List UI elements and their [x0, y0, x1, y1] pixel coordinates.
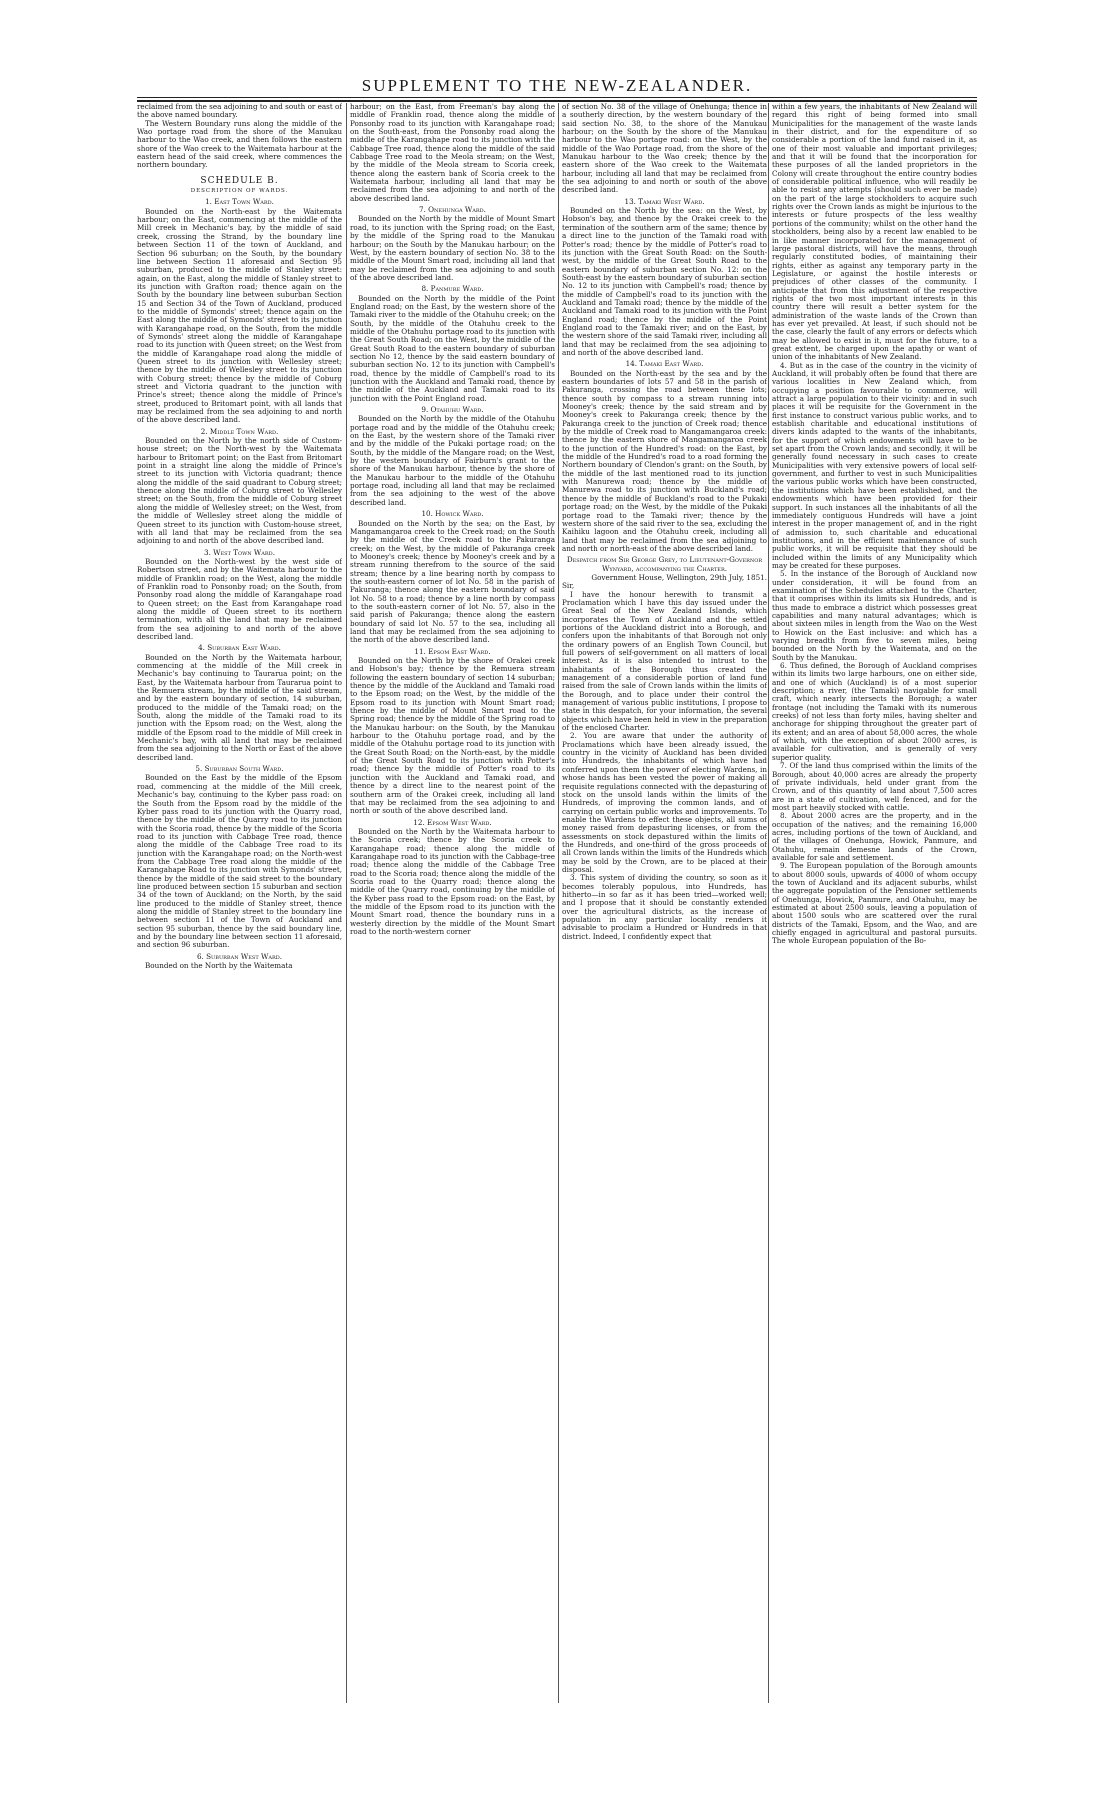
section-heading: 1. East Town Ward.: [205, 197, 274, 207]
section-heading: 11. Epsom East Ward.: [414, 646, 491, 656]
paragraph: 7. Of the land thus comprised within the limits of the Borough, about 40,000 acres are already the property of private individuals, held under grant from the Crown, and of this quantity of land about 7,500 acres are in a state of cultivation, well fenced, and for the most part heavily stocked with cattle.: [772, 761, 977, 812]
paragraph: 4. But as in the case of the country in the vicinity of Auckland, it will probably often be found that there are various localities in New Zealand which, from occupying a position favourable to commerce, will attract a large population to their vicinity: and in such places it will be requisite for the Government in the first instance to construct various public works, and to establish charitable and educational institutions of divers kinds adapted to the wants of the inhabitants, for the support of which endowments will have to be set apart from the Crown lands; and secondly, it will be generally found necessary in such cases to create Municipalities with very extensive powers of local self-government, and further to vest in such Municipalities the various public works which have been constructed, the institutions which have been established, and the endowments which have been provided for their support. In such instances all the inhabitants of all the immediately contiguous Hundreds will have a joint interest in the proper management of, and in the right of admission to, such charitable and educational institutions, and in the efficient maintenance of such public works, it will be requisite that they should be included within the limits of any Municipality which may be created for these purposes.: [772, 360, 977, 570]
paragraph: Bounded on the North-west by the west side of Robertson street, and by the Waitemata harbour to the middle of Franklin road; on the West, along the middle of Franklin road to Ponsonby road; on the South, from Ponsonby road along the middle of Karangahape road to Queen street; on the East from Karangahape road along the middle of Queen street to its northern termination, with all the land that may be reclaimed from the sea adjoining to and north of the above described land.: [137, 556, 342, 641]
section-heading: 14. Tamaki East Ward.: [625, 359, 704, 369]
paragraph: 5. In the instance of the Borough of Auckland now under consideration, it will be found from an examination of the Schedules attached to the Charter, that it comprises within its limits six Hundreds, and is thus made to embrace a district which possesses great capabilities and many natural advantages; which is about sixteen miles in length from the Wao on the West to Howick on the East inclusive: and which has a varying breadth from five to seven miles, being bounded on the North by the Waitemata, and on the South by the Manukau.: [772, 569, 977, 662]
paragraph: I have the honour herewith to transmit a Proclamation which I have this day issued under the Great Seal of the New Zealand Islands, which incorporates the Town of Auckland and the settled portions of the Auckland district into a Borough, and confers upon the inhabitants of that Borough not only the ordinary powers of an English Town Council, but full powers of self-government on all matters of local interest. As it is also intended to intrust to the inhabitants of the Borough thus created the management of a considerable portion of land fund raised from the sale of Crown lands within the limits of the Borough, and to place under their control the management of various public institutions, I propose to state in this despatch, for your information, the several objects which have been held in view in the preparation of the enclosed Charter.: [562, 589, 767, 733]
column-divider: [768, 103, 769, 1703]
section-heading: 5. Suburban South Ward.: [195, 764, 284, 774]
section-heading: 9. Otahuhu Ward.: [421, 405, 484, 415]
paragraph: 6. Thus defined, the Borough of Auckland comprises within its limits two large harbours, one on either side, and one of which (Auckland) is of a most superior description; a river, (the Tamaki) navigable for small craft, which nearly intersects the Borough; a water frontage (not including the Tamaki with its numerous creeks) of not less than forty miles, having shelter and anchorage for shipping throughout the greater part of its extent; and an area of about 58,000 acres, the whole of which, with the exception of about 2000 acres, is available for cultivation, and is generally of very superior quality.: [772, 661, 977, 762]
section-heading: 4. Suburban East Ward.: [198, 643, 281, 653]
paragraph: within a few years, the inhabitants of New Zealand will regard this right of being formed into small Municipalities for the management of the waste lands in their district, and for the expenditure of so considerable a portion of the land fund raised in it, as one of their most valuable and important privileges; and that it will be found that the incorporation for these purposes of all the landed proprietors in the Colony will create throughout the entire country bodies of considerable political influence, who will readily be able to resist any attempts (should such ever be made) on the part of the large stockholders to acquire such rights over the Crown lands as might be injurious to the interests or future prospects of the less wealthy portions of the community; whilst on the other hand the stockholders, being also by a recent law enabled to be in like manner incorporated for the management of large pastoral districts, will have the means, through regularly constituted bodies, of maintaining their rights, either as against any temporary party in the Legislature, or against the hostile interests or prejudices of other classes of the community. I anticipate that from this adjustment of the respective rights of the two most important interests in this country there will result a better system for the administration of the waste lands of the Crown than has ever yet prevailed. At least, if such should not be the case, clearly the fault of any errors or defects which may be allowed to exist in it, must for the future, to a great extent, be charged upon the apathy or want of union of the inhabitants of New Zealand.: [772, 103, 977, 362]
column-4: [772, 103, 977, 1703]
paragraph: Bounded on the North-east by the Waitemata harbour; on the East, commencing at the middle of the Mill creek in Mechanic's bay, by the middle of said creek, crossing the Strand, by the boundary line between Section 11 of the town of Auckland, and Section 96 suburban; on the South, by the boundary line between Section 11 aforesaid and Section 95 suburban, produced to the middle of Stanley street: again, on the East, along the middle of Stanley street to its junction with Grafton road; thence again on the South by the boundary line between suburban Section 15 and Section 34 of the Town of Auckland, produced to the middle of Symonds' street; thence again on the East along the middle of Symonds' street to its junction with Karangahape road, on the South, from the middle of Symonds' street along the middle of Karangahape road to its junction with Queen street; on the West from the middle of Karangahape road along the middle of Queen street to its junction with Wellesley street; thence by the middle of Wellesley street to its junction with Coburg street; thence by the middle of Coburg street and Victoria quadrant to the junction with Prince's street; thence along the middle of Prince's street, produced to Britomart point, with all lands that may be reclaimed from the sea adjoining to and north of the above described land.: [137, 206, 342, 425]
paragraph: Bounded on the North by the Waitemata: [145, 961, 293, 971]
paragraph: Sir,: [562, 581, 575, 591]
column-divider: [346, 103, 347, 1703]
paragraph: Bounded on the North by the sea: on the West, by Hobson's bay, and thence by the Orakei creek to the termination of the southern arm of the same; thence by a direct line to the junction of the Tamaki road with Potter's road; thence by the middle of Potter's road to its junction with the Great South Road: on the South-west, by the middle of the Great South Road to the eastern boundary of suburban section No. 12: on the South-east by the eastern boundary of suburban section No. 12 to its junction with Campbell's road; thence by the middle of Campbell's road to its junction with the Auckland and Tamaki road; thence by the middle of the Auckland and Tamaki road to its junction with the Point England road; thence by the middle of the Point England road to the Tamaki river; and on the East, by the western shore of the said Tamaki river, including all land that may be reclaimed from the sea adjoining to and north of the above described land.: [562, 206, 767, 357]
section-heading: 2. Middle Town Ward.: [200, 426, 279, 436]
column-3: [562, 103, 767, 1703]
paragraph: Bounded on the North-east by the sea and by the eastern boundaries of lots 57 and 58 in the parish of Pakuranga, crossing the road between these lots; thence south by compass to a stream running into Mooney's creek; thence by the said stream and by Mooney's creek to Pakuranga creek; thence by the Pakuranga creek to the junction of Creek road; thence by the middle of Creek road to Mangamangaroa creek: thence by the eastern shore of Mangamangaroa creek to the junction of the Hundred's road: on the East, by the middle of the Hundred's road to a road forming the Northern boundary of Clendon's grant: on the South, by the middle of the last mentioned road to its junction with Manurewa road; thence by the middle of Manurewa road to its junction with Buckland's road; thence by the middle of Buckland's road to the Pukaki portage road; on the West, by the middle of the Pukaki portage road to the Tamaki river; thence by the western shore of the said river to the sea, excluding the Kaihiku lagoon and the Otahuhu creek, including all land that may be reclaimed from the sea adjoining to and north or north-east of the above described land.: [562, 368, 767, 553]
section-heading: 7. Onehunga Ward.: [419, 205, 486, 215]
paragraph: Bounded on the North by the middle of the Otahuhu portage road and by the middle of the Otahuhu creek; on the East, by the western shore of the Tamaki river and by the middle of the Pukaki portage road; on the South, by the middle of the Mangare road; on the West, by the western boundary of Fairburn's grant to the shore of the Manukau harbour, thence by the shore of the Manukau harbour to the middle of the Otahuhu portage road, including all land that may be reclaimed from the sea adjoining to the west of the above described land.: [350, 414, 555, 507]
paragraph: of section No. 38 of the village of Onehunga; thence in a southerly direction, by the western boundary of the said section No. 38, to the shore of the Manukau harbour; on the South by the shore of the Manukau harbour to the Wao portage road: on the West, by the middle of the Wao Portage road, from the shore of the Manukau harbour to the Wao creek; thence by the eastern shore of the Wao creek to the Waitemata harbour, including all land that may be reclaimed from the sea adjoining to and north or south of the above described land.: [562, 103, 767, 195]
section-heading: 8. Panmure Ward.: [421, 284, 484, 294]
section-heading: Despatch from Sir George Grey, to Lieutenant-Governor Wynyard, accompanying the Charter.: [566, 555, 763, 573]
section-heading: 3. West Town Ward.: [204, 547, 275, 557]
schedule-heading: SCHEDULE B.: [200, 175, 279, 186]
masthead: SUPPLEMENT TO THE NEW-ZEALANDER.: [361, 76, 753, 95]
section-heading: 6. Suburban West Ward.: [196, 951, 283, 961]
paragraph: Bounded on the North by the Waitemata harbour to the Scoria creek; thence by the Scoria creek to Karangahape road; thence along the middle of Karangahape road to its junction with the Cabbage-tree road; thence along the middle of the Cabbage Tree road to the Scoria road; thence along the middle of the Scoria road to the Quarry road; thence along the middle of the Quarry road, continuing by the middle of the Kyber pass road to the Epsom road: on the East, by the middle of the Epsom road to its junction with the Mount Smart road, thence the boundary runs in a westerly direction by the middle of the Mount Smart road to the north-western corner: [350, 826, 555, 936]
paragraph: Bounded on the North by the middle of Mount Smart road, to its junction with the Spring road; on the East, by the middle of the Spring road to the Manukau harbour; on the South by the Manukau harbour; on the West, by the eastern boundary of section No. 38 to the middle of the Mount Smart road, including all land that may be reclaimed from the sea adjoining to and south of the above described land.: [350, 214, 555, 282]
paragraph: 8. About 2000 acres are the property, and in the occupation of the natives; and the remaining 16,000 acres, including portions of the town of Auckland, and of the villages of Onehunga, Howick, Panmure, and Otahuhu, remain demesne lands of the Crown, available for sale and settlement.: [772, 811, 977, 862]
column-2: [350, 103, 555, 1703]
section-heading: 10. Howick Ward.: [421, 509, 484, 519]
column-divider: [558, 103, 559, 1703]
section-heading: 12. Epsom West Ward.: [413, 817, 492, 827]
masthead-double-rule: [137, 100, 977, 102]
paragraph: harbour; on the East, from Freeman's bay along the middle of Franklin road, thence along the middle of Ponsonby road to its junction with Karangahape road; on the South-east, from the Ponsonby road along the middle of the Karangahape road to its junction with the Cabbage Tree road, thence along the middle of the said Cabbage Tree road to the Meola stream; on the West, by the middle of the Meola stream to Scoria creek, thence along the eastern bank of Scoria creek to the Waitemata harbour, including all land that may be reclaimed from the sea adjoining to and north of the above described land.: [350, 103, 555, 203]
paragraph: reclaimed from the sea adjoining to and south or east of the above named boundary.: [137, 103, 342, 120]
masthead-rule: [137, 97, 977, 98]
paragraph: Bounded on the North by the sea; on the East, by Mangamangaroa creek to the Creek road; on the South by the middle of the Creek road to the Pakuranga creek; on the West, by the middle of Pakuranga creek to Mooney's creek; thence by Mooney's creek and by a stream running therefrom to the source of the said stream; thence by a line bearing north by compass to the south-eastern corner of lot No. 58 in the parish of Pakuranga; thence along the eastern boundary of said lot No. 58 to a road; thence by a line north by compass to the south-eastern corner of lot No. 57, also in the said parish of Pakuranga; thence along the eastern boundary of said lot No. 57 to the sea, including all land that may be reclaimed from the sea adjoining to the north of the above described land.: [350, 518, 555, 645]
paragraph: Bounded on the North by the Waitemata harbour, commencing at the middle of the Mill creek in Mechanic's bay continuing to Taurarua point; on the East, by the Waitemata harbour from Taurarua point to the Remuera stream, by the middle of the said stream, and by the eastern boundary of section, 14 suburban, produced to the middle of the Tamaki road; on the South, along the middle of the Tamaki road to its junction with the Epsom road; on the West, along the middle of the Epsom road to the middle of Mill creek in Mechanic's bay, with all land that may be reclaimed from the sea adjoining to the North or East of the above described land.: [137, 652, 342, 762]
paragraph: Bounded on the East by the middle of the Epsom road, commencing at the middle of the Mill creek, Mechanic's bay, continuing to the Kyber pass road: on the South from the Epsom road by the middle of the Kyber pass road to its junction with the Quarry road, thence by the middle of the Quarry road to its junction with the Scoria road, thence by the middle of the Scoria road to its junction with Cabbage Tree road, thence along the middle of the Cabbage Tree road to its junction with the Karangahape road; on the North-west from the Cabbage Tree road along the middle of the Karangahape Road to its junction with Symonds' street, thence by the middle of the said street to the boundary line produced between section 15 suburban and section 34 of the town of Auckland; on the North, by the said line produced to the middle of Stanley street, thence along the middle of Stanley street to the boundary line between section 11 of the Town of Auckland and section 95 suburban, thence by the said boundary line, and by the boundary line between section 11 aforesaid, and section 96 suburban.: [137, 773, 342, 950]
paragraph: Bounded on the North by the shore of Orakei creek and Hobson's bay; thence by the Remuera stream following the eastern boundary of section 14 suburban; thence by the middle of the Auckland and Tamaki road to the Epsom road; on the West, by the middle of the Epsom road to its junction with Mount Smart road; thence by the middle of Mount Smart road to the Spring road; thence by the middle of the Spring road to the Manukau harbour: on the South, by the Manukau harbour to the Otahuhu portage road, and by the middle of the Otahuhu portage road to its junction with the Great South Road; on the North-east, by the middle of the Great South Road to its junction with Potter's road; thence by the middle of Potter's road to its junction with the Auckland and Tamaki road, and thence by a direct line to the nearest point of the southern arm of the Orakei creek, including all land that may be reclaimed from the sea adjoining to and north or south of the above described land.: [350, 656, 555, 816]
paragraph: Bounded on the North by the north side of Custom-house street; on the North-west by the Waitemata harbour to Britomart point; on the East from Britomart point in a straight line along the middle of Prince's street to its junction with Victoria quadrant; thence along the middle of the said quadrant to Coburg street; thence along the middle of Coburg street to Wellesley street; on the South, from the middle of Coburg street along the middle of Wellesley street; on the West, from the middle of Wellesley street along the middle of Queen street to its junction with Custom-house street, with all land that may be reclaimed from the sea adjoining to and north of the above described land.: [137, 436, 342, 546]
schedule-subheading: DESCRIPTION OF WARDS.: [190, 188, 289, 195]
dateline: Government House, Wellington, 29th July, 1851.: [591, 572, 767, 582]
paragraph: Bounded on the North by the middle of the Point England road; on the East, by the western shore of the Tamaki river to the middle of the Otahuhu creek; on the South, by the middle of the Otahuhu creek to the middle of the Otahuhu portage road to its junction with the Great South Road; on the West, by the middle of the Great South Road to the eastern boundary of suburban section No 12, thence by the said eastern boundary of suburban section No. 12 to its junction with Campbell's road, thence by the middle of Campbell's road to its junction with the Auckland and Tamaki road, thence by the middle of the Auckland and Tamaki road to its junction with the Point England road.: [350, 293, 555, 403]
paragraph: 9. The European population of the Borough amounts to about 8000 souls, upwards of 4000 of whom occupy the town of Auckland and its adjacent suburbs, whilst the aggregate population of the Pensioner settlements of Onehunga, Howick, Panmure, and Otahuhu, may be estimated at about 2500 souls, leaving a population of about 1500 souls who are scattered over the rural districts of the Tamaki, Epsom, and the Wao, and are chiefly engaged in agricultural and pastoral pursuits. The whole European population of the Bo-: [772, 861, 977, 946]
section-heading: 13. Tamaki West Ward.: [624, 196, 705, 206]
column-1: [137, 103, 342, 1703]
paragraph: The Western Boundary runs along the middle of the Wao portage road from the shore of the Manukau harbour to the Wao creek, and then follows the eastern shore of the Wao creek to the Waitemata harbour at the eastern head of the said creek, where commences the northern boundary.: [137, 118, 342, 170]
paragraph: 2. You are aware that under the authority of Proclamations which have been already issued, the country in the vicinity of Auckland has been divided into Hundreds, the inhabitants of which have had conferred upon them the power of electing Wardens, in whose hands has been vested the power of making all requisite regulations connected with the depasturing of stock on the unsold lands within the limits of the Hundreds, of improving the common lands, and of carrying on certain public works and improvements. To enable the Wardens to effect these objects, all sums of money raised from depasturing licenses, or from the assessments on stock depastured within the limits of the Hundreds, and one-third of the gross proceeds of all Crown lands within the limits of the Hundreds which may be sold by the Crown, are to be placed at their disposal.: [562, 731, 767, 874]
paragraph: 3. This system of dividing the country, so soon as it becomes tolerably populous, into Hundreds, has hitherto—in so far as it has been tried—worked well; and I propose that it should be constantly extended over the agricultural districts, as the increase of population in any particular locality renders it advisable to proclaim a Hundred or Hundreds in that district. Indeed, I confidently expect that: [562, 873, 767, 941]
